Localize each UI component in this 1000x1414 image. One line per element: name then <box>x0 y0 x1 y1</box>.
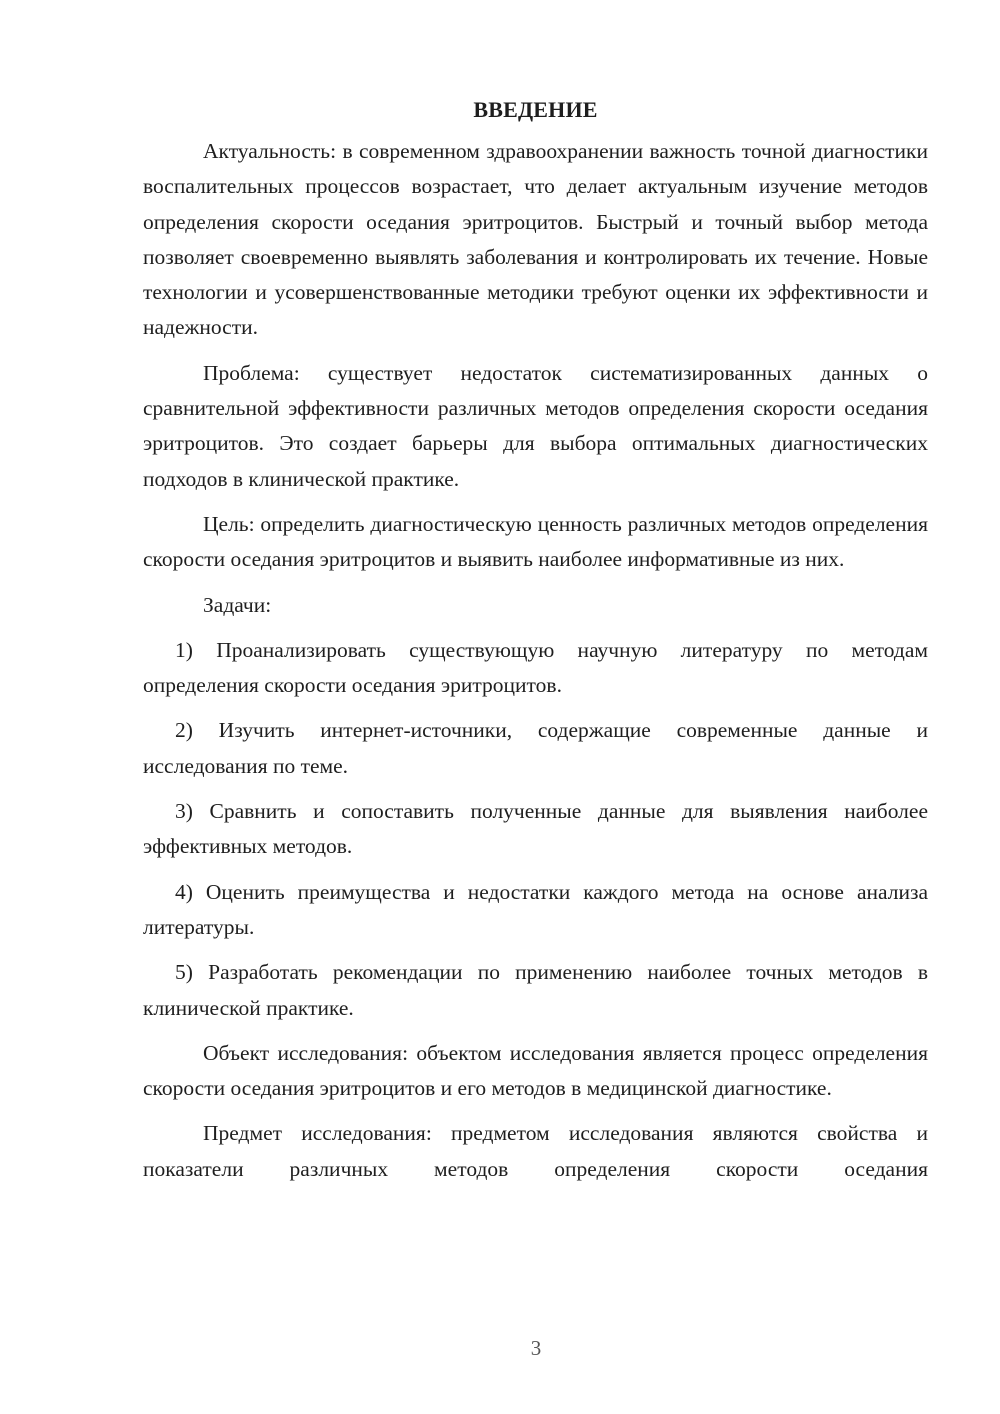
paragraph-goal: Цель: определить диагностическую ценность различных методов определения скорости оседания эритроцитов и выявить наиболее информативные из них. <box>143 511 928 572</box>
paragraph-problem: Проблема: существует недостаток систематизированных данных о сравнительной эффективности различных методов определения скорости оседания эритроцитов. Это создает барьеры для выбора оптимальных диагностических подходов в клинической практике. <box>143 360 928 491</box>
page-number: 3 <box>530 1336 542 1360</box>
tasks-label: Задачи: <box>203 592 272 617</box>
page-content <box>143 94 928 1187</box>
paragraph-relevance: Актуальность: в современном здравоохранении важность точной диагностики воспалительных процессов возрастает, что делает актуальным изучение методов определения скорости оседания эритроцитов. Быстрый и точный выбор метода позволяет своевременно выявлять заболевания и контролировать их течение. Новые технологии и усовершенствованные методики требуют оценки их эффективности и надежности. <box>143 139 928 340</box>
task-item-2: 2) Изучить интернет-источники, содержащие современные данные и исследования по теме. <box>143 718 928 778</box>
task-item-3: 3) Сравнить и сопоставить полученные данные для выявления наиболее эффективных методов. <box>143 799 928 859</box>
task-item-1: 1) Проанализировать существующую научную литературу по методам определения скорости оседания эритроцитов. <box>143 637 928 698</box>
paragraph-research-object: Объект исследования: объектом исследования является процесс определения скорости оседания эритроцитов и его методов в медицинской диагностике. <box>143 1040 928 1101</box>
section-heading: ВВЕДЕНИЕ <box>473 97 598 122</box>
task-item-5: 5) Разработать рекомендации по применению наиболее точных методов в клинической практике. <box>143 960 928 1020</box>
task-item-4: 4) Оценить преимущества и недостатки каждого метода на основе анализа литературы. <box>143 879 928 939</box>
paragraph-research-subject: Предмет исследования: предметом исследования являются свойства и показатели различных методов определения скорости оседания <box>143 1121 928 1181</box>
